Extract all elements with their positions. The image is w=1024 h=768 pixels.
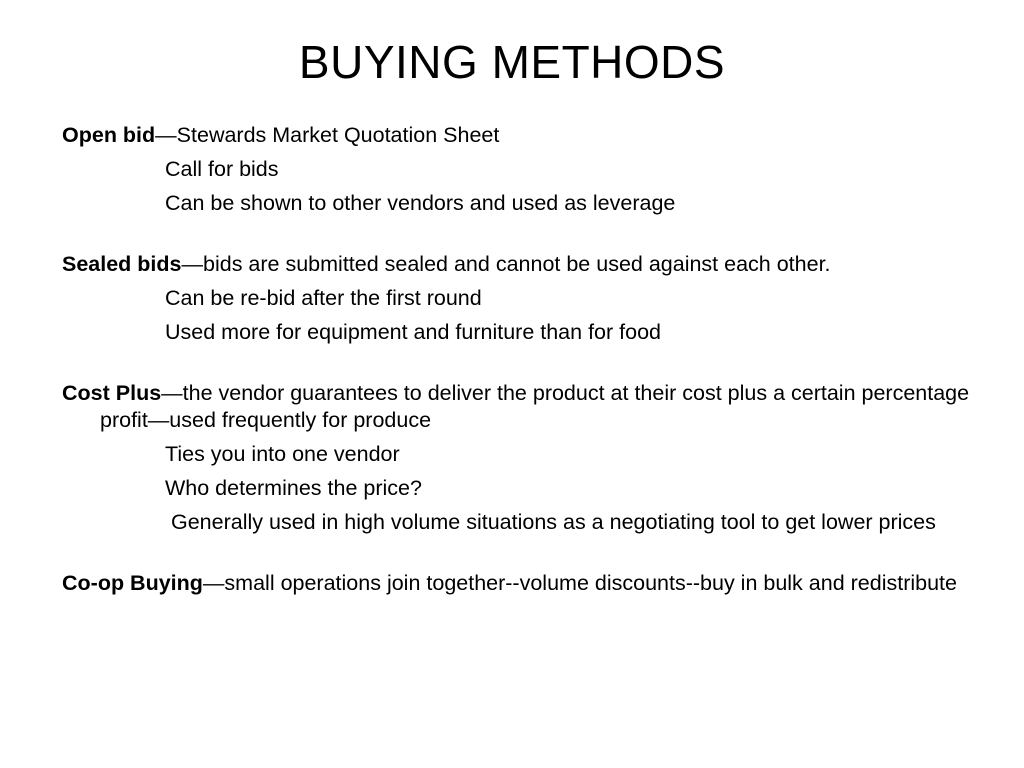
section-sealed-bids [62, 251, 972, 346]
term-description: —bids are submitted sealed and cannot be used against each other. [181, 252, 831, 276]
slide-body [62, 122, 972, 631]
sub-point: Used more for equipment and furniture than for food [165, 320, 661, 344]
term-label: Co-op Buying [62, 571, 203, 595]
section-cost-plus [62, 380, 972, 536]
section-heading [62, 251, 972, 278]
section-heading [62, 570, 972, 597]
slide-title: BUYING METHODS [298, 36, 726, 88]
sub-point: Ties you into one vendor [165, 442, 400, 466]
sub-point: Generally used in high volume situations as a negotiating tool to get lower prices [171, 510, 936, 534]
sub-point: Who determines the price? [165, 476, 422, 500]
section-co-op-buying [62, 570, 972, 597]
sub-point: Can be shown to other vendors and used as leverage [165, 191, 676, 215]
term-description: —small operations join together--volume discounts--buy in bulk and redistribute [202, 571, 957, 595]
sub-point: Can be re-bid after the first round [165, 286, 482, 310]
section-heading [62, 122, 972, 149]
sub-point: Call for bids [165, 157, 279, 181]
term-label: Sealed bids [62, 252, 182, 276]
section-open-bid [62, 122, 972, 217]
term-label: Open bid [62, 123, 156, 147]
term-description: —the vendor guarantees to deliver the product at their cost plus a certain percentage profit—used frequently for produce [100, 381, 970, 432]
term-label: Cost Plus [62, 381, 162, 405]
term-description: —Stewards Market Quotation Sheet [155, 123, 500, 147]
section-heading [62, 380, 972, 434]
